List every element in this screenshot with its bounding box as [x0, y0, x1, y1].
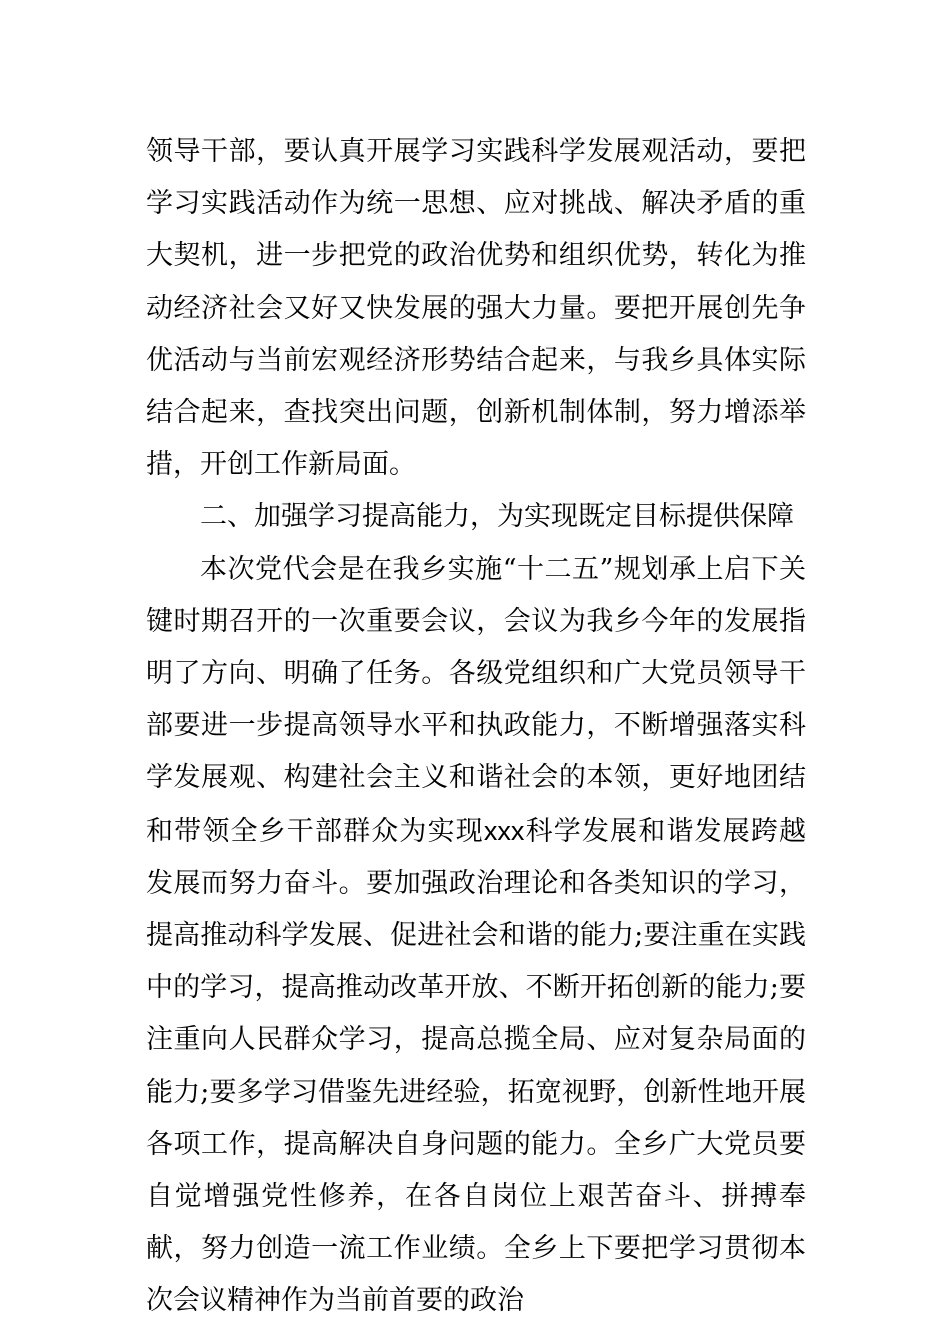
paragraph-meeting: [146, 544, 806, 1328]
section-heading: [146, 491, 806, 543]
paragraph-continuation: [146, 126, 806, 491]
document-body: [146, 126, 806, 1328]
paragraph-text: 领导干部，要认真开展学习实践科学发展观活动，要把学习实践活动作为统一思想、应对挑战、解决矛盾的重大契机，进一步把党的政治优势和组织优势，转化为推动经济社会又好又快发展的强大力量。要把开展创先争优活动与当前宏观经济形势结合起来，与我乡具体实际结合起来，查找突出问题，创新机制体制，努力增添举措，开创工作新局面。: [146, 136, 806, 481]
paragraph-text: 科学发展和谐发展跨越发展而努力奋斗。要加强政治理论和各类知识的学习，提高推动科学发展、促进社会和谐的能力;要注重在实践中的学习，提高推动改革开放、不断开拓创新的能力;要注重向人民群众学习，提高总揽全局、应对复杂局面的能力;要多学习借鉴先进经验，拓宽视野，创新性地开展各项工作，提高解决自身问题的能力。全乡广大党员要自觉增强党性修养，在各自岗位上艰苦奋斗、拼搏奉献，努力创造一流工作业绩。全乡上下要把学习贯彻本次会议精神作为当前首要的政治: [146, 815, 807, 1317]
placeholder-text: xxx: [483, 815, 525, 846]
paragraph-text: 本次党代会是在我乡实施“十二五”规划承上启下关键时期召开的一次重要会议，会议为我乡今年的发展指明了方向、明确了任务。各级党组织和广大党员领导干部要进一步提高领导水平和执政能力，不断增强落实科学发展观、构建社会主义和谐社会的本领，更好地团结和带领全乡干部群众为实现: [146, 553, 806, 847]
section-heading-text: 二、加强学习提高能力，为实现既定目标提供保障: [200, 501, 794, 533]
